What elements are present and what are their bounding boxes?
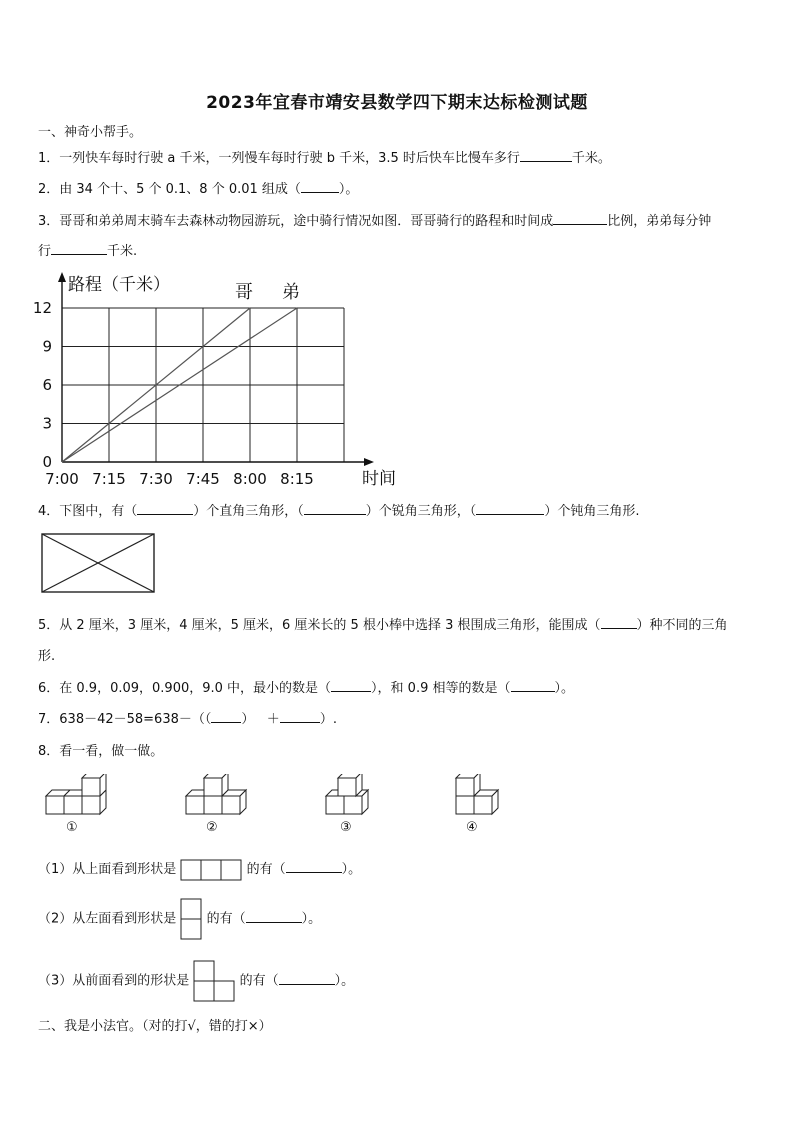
x-tick-label: 7:30	[139, 470, 173, 488]
q4-answer-blank-1[interactable]	[137, 502, 193, 515]
x-tick-label: 8:15	[280, 470, 314, 488]
q3-text-1a: 3．哥哥和弟弟周末骑车去森林动物园游玩，途中骑行情况如图．哥哥骑行的路程和时间成	[38, 214, 554, 229]
section-1-heading: 一、神奇小帮手。	[38, 125, 143, 140]
question-2	[38, 178, 358, 197]
question-5-line1	[38, 614, 728, 633]
q6-answer-blank-2[interactable]	[511, 679, 555, 692]
cube-figure-2	[184, 774, 254, 824]
series-label-1: 哥	[235, 282, 253, 303]
y-tick-label: 9	[42, 337, 52, 356]
q4-text-a: 4．下图中，有（	[38, 504, 138, 519]
q4-text-c: ）个锐角三角形，（	[365, 504, 477, 519]
series-label-2: 弟	[282, 282, 300, 303]
top-view-three-squares-icon	[180, 859, 242, 881]
y-tick-label: 6	[42, 376, 52, 394]
chart-axes	[58, 272, 374, 466]
q7-text-b: ）	[241, 712, 255, 727]
q5-text-1a: 5．从 2 厘米，3 厘米，4 厘米，5 厘米，6 厘米长的 5 根小棒中选择 3 根围成三角形，能围成（	[38, 618, 601, 633]
y-tick-label: 3	[42, 414, 52, 433]
q2-text-a: 2．由 34 个十、5 个 0.1、8 个 0.01 组成（	[38, 182, 301, 197]
x-axis-arrow	[364, 458, 374, 466]
question-3-line2	[38, 240, 137, 259]
q1-text-a: 1．一列快车每时行驶	[38, 151, 164, 166]
x-axis-label: 时间	[362, 469, 396, 489]
cube-label-1: ①	[66, 820, 78, 835]
q6-text-a: 6．在 0.9，0.09，0.900，9.0 中，最小的数是（	[38, 681, 332, 696]
chart-labels	[33, 275, 396, 489]
y-tick-label: 12	[32, 299, 52, 317]
q7-plus: ＋	[266, 712, 280, 727]
q7-answer-blank-2[interactable]	[280, 710, 320, 723]
q4-text-d: ）个钝角三角形.	[544, 504, 640, 519]
question-8-sub-1	[38, 858, 361, 881]
q4-answer-blank-3[interactable]	[476, 502, 544, 515]
x-tick-label: 7:45	[186, 470, 220, 488]
q6-text-b: ），和 0.9 相等的数是（	[371, 681, 511, 696]
cube-label-3: ③	[340, 820, 352, 835]
q2-answer-blank[interactable]	[301, 180, 339, 193]
cube-figure-3	[324, 774, 394, 824]
q2-text-b: ）。	[338, 182, 359, 197]
q5-text-1b: ）种不同的三角	[636, 618, 728, 633]
cube-label-4: ④	[466, 820, 478, 835]
question-4	[38, 500, 639, 519]
q8-sub2-answer-blank[interactable]	[246, 910, 302, 923]
question-5-line2: 形.	[38, 649, 56, 664]
q5-answer-blank[interactable]	[601, 616, 637, 629]
question-6	[38, 677, 574, 696]
q7-text-a: 7．638－42－58=638－（（	[38, 712, 212, 727]
q6-answer-blank-1[interactable]	[331, 679, 371, 692]
left-view-two-stacked-squares-icon	[180, 898, 202, 940]
q3-answer-blank-1[interactable]	[553, 212, 607, 225]
q8-sub2-text-a: （2）从左面看到形状是	[38, 911, 177, 927]
q3-text-1b: 比例，弟弟每分钟	[607, 214, 712, 229]
page-title: 2023年宜春市靖安县数学四下期末达标检测试题	[206, 93, 588, 113]
q8-sub2-text-c: ）。	[301, 911, 322, 927]
q8-sub2-text-b: 的有（	[206, 911, 246, 927]
x-tick-label: 7:00	[45, 470, 79, 488]
q1-var-a: a	[167, 151, 176, 166]
section-2-heading: 二、我是小法官。（对的打√，错的打×）	[38, 1019, 272, 1034]
q3-text-2a: 行	[38, 244, 52, 259]
y-tick-label: 0	[42, 453, 52, 471]
q8-sub1-text-a: （1）从上面看到形状是	[38, 862, 177, 877]
q8-sub1-text-b: 的有（	[246, 862, 286, 877]
q7-text-d: ）.	[319, 712, 337, 727]
question-8-title: 8．看一看，做一做。	[38, 744, 164, 759]
chart-grid	[62, 308, 344, 462]
q1-text-e: 千米，3.5 时后快车比慢车多行	[339, 151, 520, 166]
q8-sub3-text-b: 的有（	[239, 973, 279, 989]
q1-answer-blank[interactable]	[520, 149, 572, 162]
cube-figure-1	[44, 774, 114, 824]
question-1	[38, 147, 611, 166]
q8-sub3-answer-blank[interactable]	[279, 972, 335, 985]
y-axis-label: 路程（千米）	[68, 275, 170, 295]
y-axis-arrow	[58, 272, 66, 282]
q1-text-f: 千米。	[571, 151, 611, 166]
q7-answer-blank-1[interactable]	[211, 710, 241, 723]
q3-answer-blank-2[interactable]	[51, 242, 107, 255]
question-8-sub-2	[38, 898, 321, 940]
q8-sub3-text-c: ）。	[334, 973, 355, 989]
question-3-line1	[38, 210, 711, 229]
cube-label-2: ②	[206, 820, 218, 835]
q1-text-c: 千米，一列慢车每时行驶	[179, 151, 323, 166]
rectangle-diagonals-figure	[38, 530, 158, 596]
q3-text-2b: 千米.	[107, 244, 138, 259]
question-7	[38, 708, 337, 727]
q4-answer-blank-2[interactable]	[304, 502, 366, 515]
distance-time-chart	[0, 262, 794, 492]
q8-sub1-text-c: ）。	[341, 862, 362, 877]
front-view-three-squares-icon	[193, 960, 235, 1002]
q8-sub1-answer-blank[interactable]	[286, 860, 342, 873]
cube-figure-4	[454, 774, 524, 824]
q6-text-c: ）。	[554, 681, 575, 696]
question-8-sub-3	[38, 960, 354, 1002]
q8-sub3-text-a: （3）从前面看到的形状是	[38, 973, 190, 989]
x-tick-label: 8:00	[233, 470, 267, 488]
q4-text-b: ）个直角三角形，（	[193, 504, 304, 519]
x-tick-label: 7:15	[92, 470, 126, 488]
q1-var-b: b	[326, 151, 335, 166]
